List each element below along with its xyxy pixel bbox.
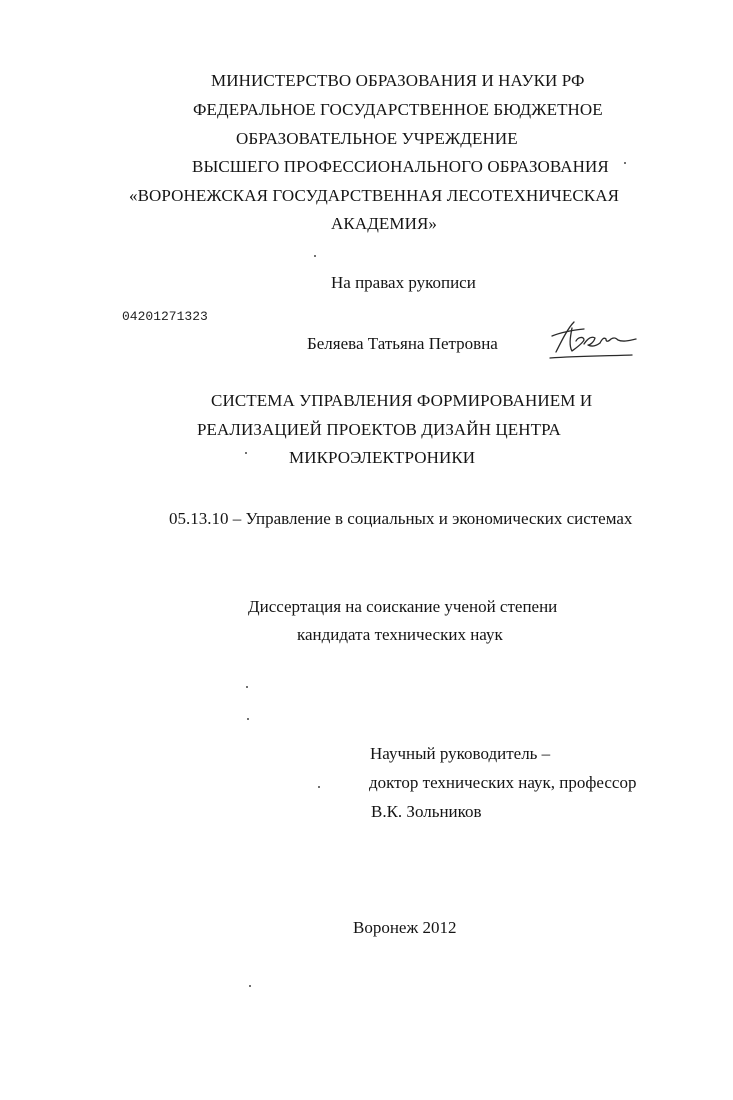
scan-speck (249, 985, 251, 987)
scan-speck (314, 255, 316, 257)
education-level-line: ВЫСШЕГО ПРОФЕССИОНАЛЬНОГО ОБРАЗОВАНИЯ (192, 157, 609, 176)
scan-speck (245, 452, 247, 454)
degree-line-2: кандидата технических наук (297, 625, 503, 644)
thesis-title-line-1: СИСТЕМА УПРАВЛЕНИЯ ФОРМИРОВАНИЕМ И (211, 391, 593, 410)
supervisor-degree: доктор технических наук, профессор (369, 773, 637, 792)
author-name: Беляева Татьяна Петровна (307, 334, 498, 353)
thesis-title-line-3: МИКРОЭЛЕКТРОНИКИ (289, 448, 476, 467)
scan-speck (247, 718, 249, 720)
scan-speck (624, 162, 626, 164)
supervisor-role: Научный руководитель – (370, 744, 551, 763)
institution-type-line: ФЕДЕРАЛЬНОЕ ГОСУДАРСТВЕННОЕ БЮДЖЕТНОЕ (193, 100, 603, 119)
institution-kind-line: ОБРАЗОВАТЕЛЬНОЕ УЧРЕЖДЕНИЕ (236, 129, 518, 148)
manuscript-note: На правах рукописи (331, 273, 476, 292)
scan-speck (318, 786, 320, 788)
registration-number: 04201271323 (122, 309, 208, 324)
thesis-title-line-2: РЕАЛИЗАЦИЕЙ ПРОЕКТОВ ДИЗАЙН ЦЕНТРА (197, 420, 561, 439)
academy-name-end-line: АКАДЕМИЯ» (331, 214, 438, 233)
specialty-code: 05.13.10 – Управление в социальных и экономических системах (169, 509, 633, 528)
supervisor-name: В.К. Зольников (371, 802, 482, 821)
academy-name-line: «ВОРОНЕЖСКАЯ ГОСУДАРСТВЕННАЯ ЛЕСОТЕХНИЧЕСКАЯ (129, 186, 620, 205)
ministry-line: МИНИСТЕРСТВО ОБРАЗОВАНИЯ И НАУКИ РФ (211, 71, 585, 90)
place-year: Воронеж 2012 (353, 918, 457, 937)
scan-speck (246, 686, 248, 688)
signature-image (548, 318, 640, 360)
degree-line-1: Диссертация на соискание ученой степени (248, 597, 558, 616)
